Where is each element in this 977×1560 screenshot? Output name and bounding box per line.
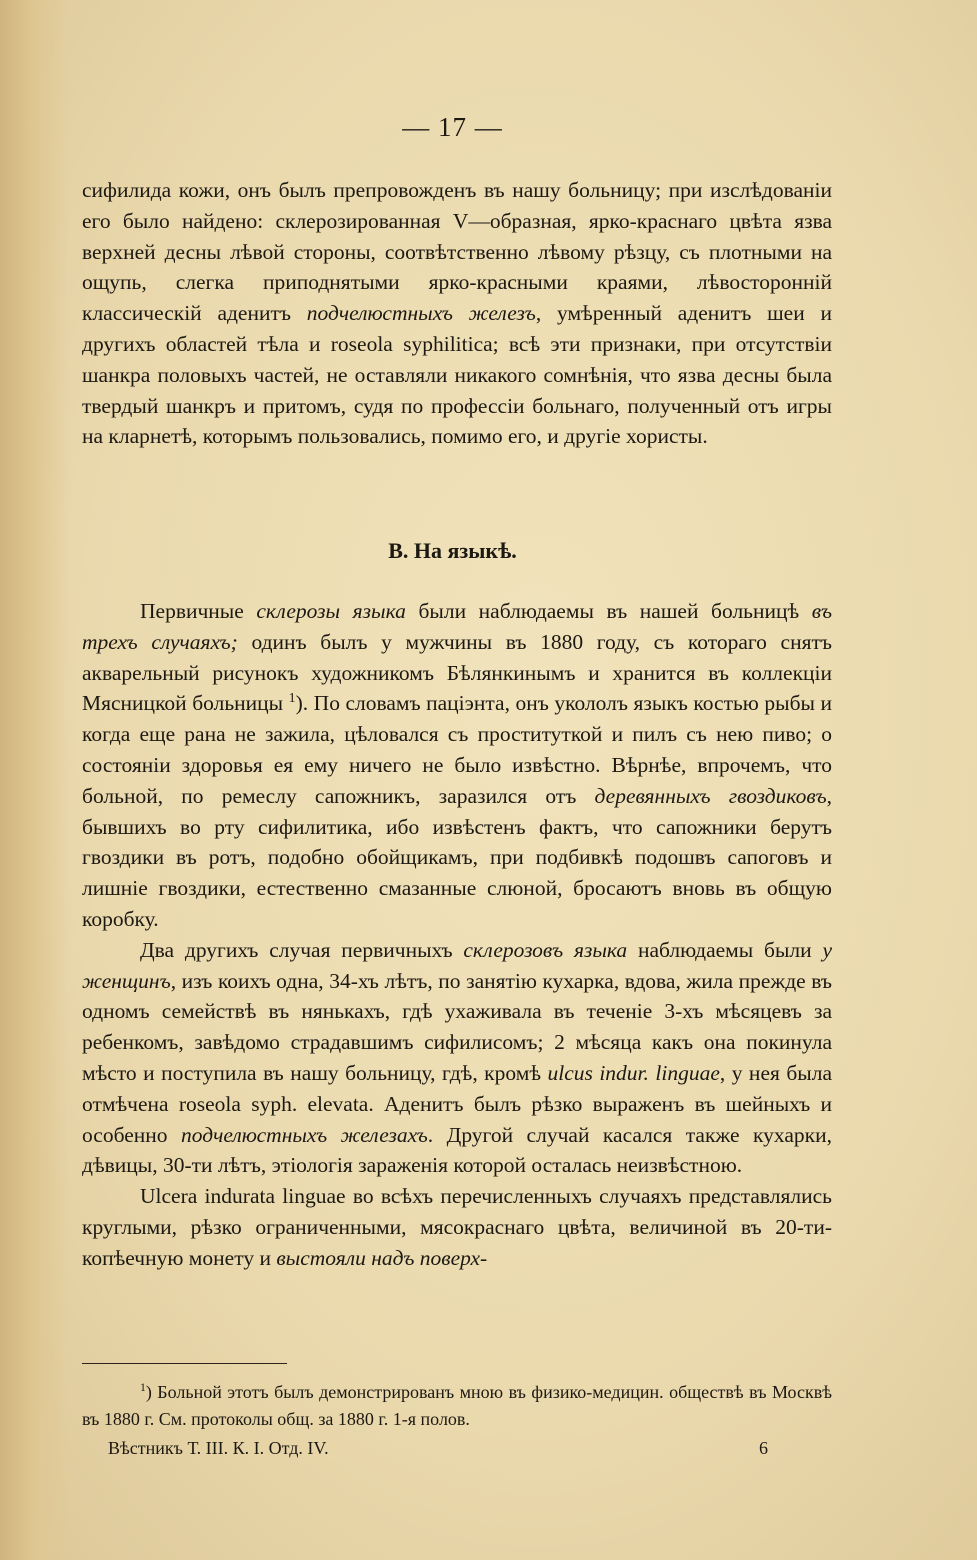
footnote-marker: 1 <box>140 1381 146 1394</box>
italic-run: у женщинъ <box>82 937 832 993</box>
text-run: Первичные <box>140 599 257 623</box>
paragraph-tongue-sclerosis-female <box>82 935 832 1181</box>
text-run: Два другихъ случая первичныхъ <box>140 937 464 962</box>
page-number: — 17 — <box>402 112 503 142</box>
italic-run: въ трехъ случаяхъ; <box>82 599 832 654</box>
italic-run: подчелюстныхъ железахъ <box>181 1122 428 1147</box>
text-run: . Другой случай касался также кухарки, дѣвицы, 30-ти лѣтъ, этіологія зараженія которой осталась неизвѣстною. <box>82 1122 832 1178</box>
text-run: , у нея была отмѣчена roseola syph. elevata. Аденитъ былъ рѣзко выраженъ въ шейныхъ и особенно <box>82 1060 832 1147</box>
footnote-divider <box>82 1363 287 1364</box>
text-run: сифилида кожи, онъ былъ препровожденъ въ нашу больницу; при изслѣдованіи его было найдено: склерозированная V—образная, ярко-краснаго цвѣта язва верхней десны лѣвой стороны, соотвѣтственно лѣвому рѣзцу, съ плотными на ощупь, слегка приподнятыми ярко-красными краями, лѣвосторонній классическій аденитъ <box>82 178 832 326</box>
italic-run: выстояли надъ поверх- <box>276 1245 488 1270</box>
text-block-top <box>82 175 832 452</box>
page-gutter-shadow <box>0 0 70 1560</box>
paragraph-tongue-sclerosis-male <box>82 596 832 935</box>
italic-run: деревянныхъ гвоздиковъ <box>594 783 827 808</box>
text-run: , бывшихъ во рту сифилитика, ибо извѣстенъ фактъ, что сапожники берутъ гвоздики въ ротъ, подобно обойщикамъ, при подбивкѣ подошвъ сапоговъ и лишніе гвоздики, естественно смазанные слюной, бросаютъ вновь въ общую коробку. <box>82 783 832 931</box>
text-run: Ulcera indurata linguae во всѣхъ перечисленныхъ случаяхъ представлялись круглыми, рѣзко ограниченными, мясокраснаго цвѣта, величиной въ 20-ти-копѣечную монету и <box>82 1184 832 1270</box>
footnote <box>82 1379 832 1433</box>
text-run: одинъ былъ у мужчины въ 1880 году, съ котораго снятъ акварельный рисунокъ художникомъ Бѣлянкинымъ и хранится въ коллекціи Мясницкой больницы <box>82 629 832 716</box>
italic-run: склерозовъ языка <box>463 937 628 962</box>
text-run: , изъ коихъ одна, 34-хъ лѣтъ, по занятію кухарка, вдова, жила прежде въ одномъ семействѣ въ нянькахъ, гдѣ ухаживала въ теченіе 3-хъ мѣсяцевъ за ребенкомъ, завѣдомо страдавшимъ сифилисомъ; 2 мѣсяца какъ она покинула мѣсто и поступила въ нашу больницу, гдѣ, кромѣ <box>82 968 832 1085</box>
sheet-number: 6 <box>759 1438 768 1458</box>
italic-run: ulcus indur. linguae <box>547 1060 720 1085</box>
paragraph-syphilis-gum <box>82 175 832 452</box>
text-run: были наблюдаемы въ нашей больницѣ <box>405 599 812 623</box>
paragraph-ulcera-description <box>82 1181 832 1273</box>
footnote-text: ) Больной этотъ былъ демонстрированъ мною въ физико-медицин. обществѣ въ Москвѣ въ 1880 г. См. протоколы общ. за 1880 г. 1-я полов. <box>82 1382 832 1429</box>
text-run: наблюдаемы были <box>627 937 823 962</box>
text-block-main <box>82 596 832 1274</box>
text-run: ). По словамъ паціэнта, онъ укололъ языкъ костью рыбы и когда еще рана не зажила, цѣловался съ проституткой и пилъ съ нею пиво; о состояніи здоровья ея ему ничего не было извѣстно. Вѣрнѣе, впрочемъ, что больной, по ремеслу сапожникъ, заразился отъ <box>82 691 832 808</box>
section-heading: B. На языкѣ. <box>388 538 517 563</box>
journal-signature: Вѣстникъ Т. III. К. I. Отд. IV. <box>108 1438 329 1458</box>
italic-run: подчелюстныхъ железъ <box>306 301 536 326</box>
text-run: , умѣренный аденитъ шеи и другихъ областей тѣла и roseola syphilitica; всѣ эти признаки, при отсутствіи шанкра половыхъ частей, не оставляли никакого сомнѣнія, что язва десны была твердый шанкръ и притомъ, судя по профессіи больнаго, полученный отъ игры на кларнетѣ, которымъ пользовались, помимо его, и другіе хористы. <box>82 301 832 449</box>
italic-run: склерозы языка <box>256 599 406 623</box>
footnote-reference[interactable]: 1 <box>288 691 296 707</box>
